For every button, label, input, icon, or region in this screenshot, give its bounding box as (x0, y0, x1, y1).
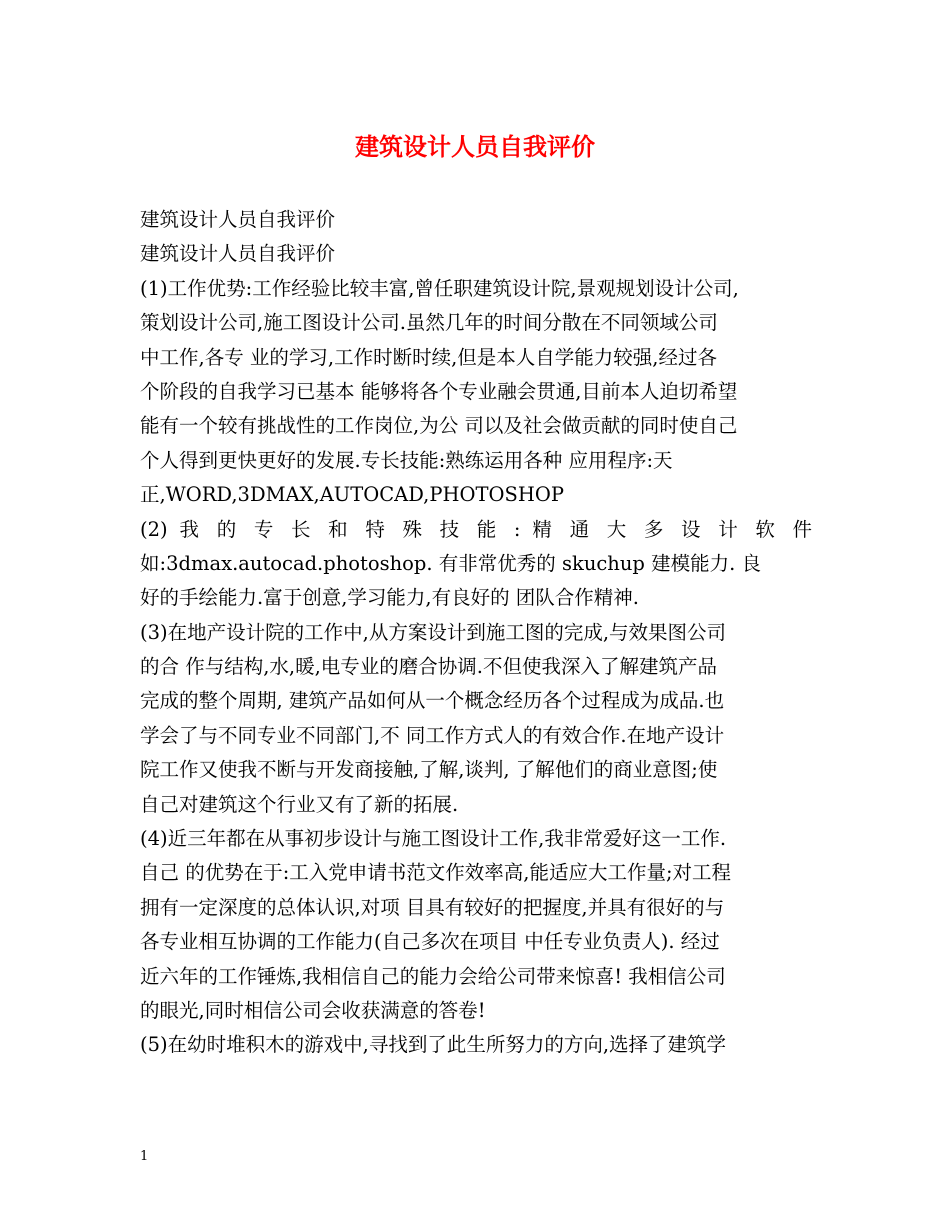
body-line: 学会了与不同专业不同部门,不 同工作方式人的有效合作.在地产设计 (140, 723, 725, 747)
body-line: 的合 作与结构,水,暖,电专业的磨合协调.不但使我深入了解建筑产品 (140, 655, 717, 679)
body-line: 个阶段的自我学习已基本 能够将各个专业融会贯通,目前本人迫切希望 (140, 379, 738, 403)
body-line: (5)在幼时堆积木的游戏中,寻找到了此生所努力的方向,选择了建筑学 (140, 1033, 727, 1057)
body-line: 院工作又使我不断与开发商接触,了解,谈判, 了解他们的商业意图;使 (140, 758, 718, 782)
body-line: 的眼光,同时相信公司会收获满意的答卷! (140, 998, 486, 1022)
body-line: (3)在地产设计院的工作中,从方案设计到施工图的完成,与效果图公司 (140, 620, 727, 644)
body-line: 好的手绘能力.富于创意,学习能力,有良好的 团队合作精神. (140, 586, 639, 610)
document-title: 建筑设计人员自我评价 (355, 132, 595, 161)
body-line: 自己对建筑这个行业又有了新的拓展. (140, 792, 459, 816)
body-line: 建筑设计人员自我评价 (140, 242, 336, 266)
body-line: 近六年的工作锤炼,我相信自己的能力会给公司带来惊喜! 我相信公司 (140, 964, 726, 988)
body-line: 拥有一定深度的总体认识,对项 目具有较好的把握度,并具有很好的与 (140, 895, 725, 919)
body-line: (4)近三年都在从事初步设计与施工图设计工作,我非常爱好这一工作. (140, 827, 727, 851)
body-line: 完成的整个周期, 建筑产品如何从一个概念经历各个过程成为成品.也 (140, 689, 725, 713)
page-number: 1 (140, 1149, 149, 1164)
document-body (140, 203, 812, 1063)
body-line: (2) 我 的 专 长 和 特 殊 技 能 : 精 通 大 多 设 计 软 件 (140, 517, 812, 541)
body-line: (1)工作优势:工作经验比较丰富,曾任职建筑设计院,景观规划设计公司, (140, 276, 739, 300)
body-line: 正,WORD,3DMAX,AUTOCAD,PHOTOSHOP (140, 483, 564, 507)
body-line: 能有一个较有挑战性的工作岗位,为公 司以及社会做贡献的同时使自己 (140, 414, 738, 438)
body-line: 策划设计公司,施工图设计公司.虽然几年的时间分散在不同领域公司 (140, 311, 718, 335)
body-line: 各专业相互协调的工作能力(自己多次在项目 中任专业负责人). 经过 (140, 930, 720, 954)
body-line: 个人得到更快更好的发展.专长技能:熟练运用各种 应用程序:天 (140, 448, 673, 472)
body-line: 如:3dmax.autocad.photoshop. 有非常优秀的 skuchup 建模能力. 良 (140, 551, 762, 575)
body-line: 建筑设计人员自我评价 (140, 208, 336, 231)
body-line: 自己 的优势在于:工入党申请书范文作效率高,能适应大工作量;对工程 (140, 861, 732, 885)
body-line: 中工作,各专 业的学习,工作时断时续,但是本人自学能力较强,经过各 (140, 345, 717, 369)
